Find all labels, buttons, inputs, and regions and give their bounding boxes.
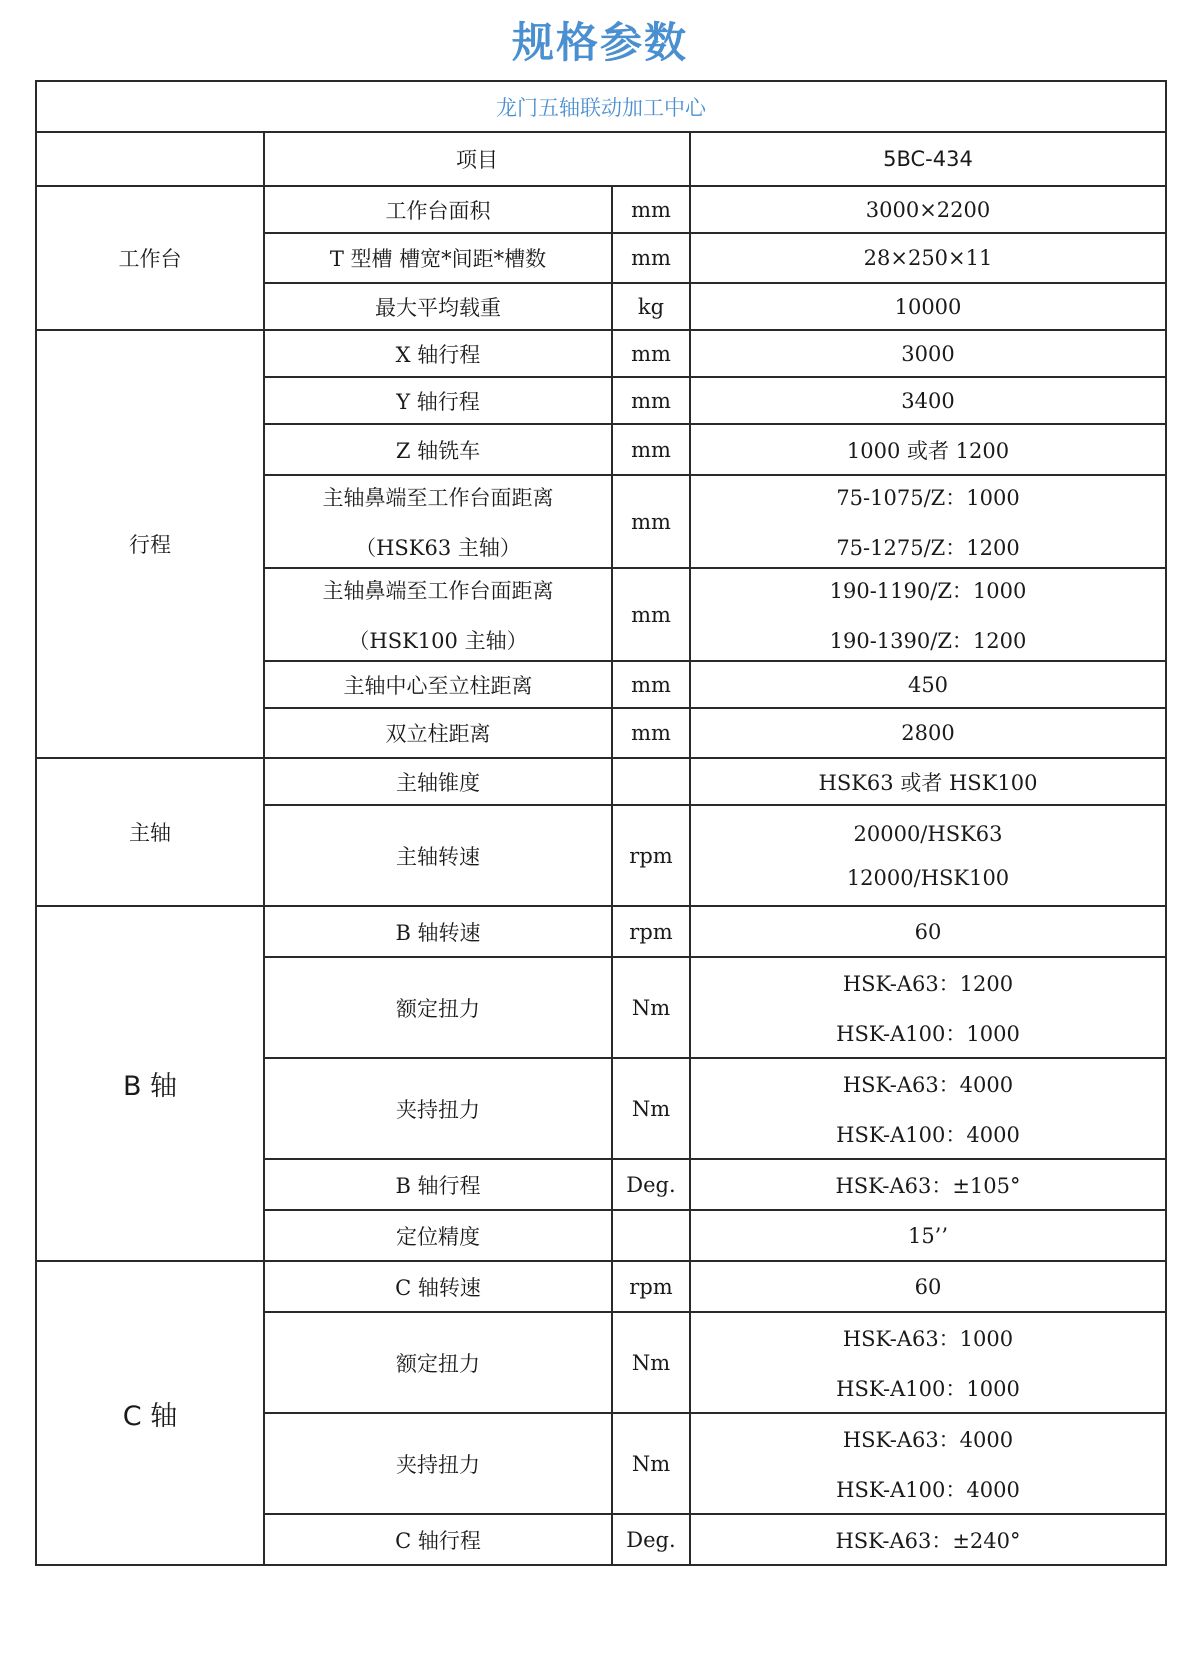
- cell-line: 夹持扭力: [396, 1097, 480, 1122]
- cell-line: 3000: [901, 341, 955, 366]
- unit-cell: mm: [612, 424, 690, 475]
- value-cell: [690, 1514, 1166, 1565]
- header-item: 项目: [264, 132, 690, 186]
- table-row: [36, 1261, 1166, 1312]
- item-cell: [264, 330, 612, 377]
- cell-line: 主轴鼻端至工作台面距离: [322, 578, 554, 603]
- caption-row: [36, 81, 1166, 132]
- table-caption: 龙门五轴联动加工中心: [36, 81, 1166, 132]
- item-cell: [264, 475, 612, 568]
- cell-line: B 轴转速: [395, 920, 481, 945]
- value-cell: [690, 186, 1166, 233]
- item-cell: [264, 283, 612, 330]
- cell-line: HSK-A63：±240°: [835, 1528, 1021, 1553]
- item-cell: [264, 1514, 612, 1565]
- group-label: B 轴: [36, 906, 264, 1261]
- cell-line: T 型槽 槽宽*间距*槽数: [329, 247, 547, 271]
- cell-line: HSK-A100：1000: [836, 1376, 1020, 1401]
- item-cell: [264, 1261, 612, 1312]
- item-cell: [264, 186, 612, 233]
- cell-line: 3000×2200: [865, 197, 991, 222]
- cell-line: C 轴行程: [395, 1528, 481, 1553]
- cell-line: 60: [914, 919, 942, 944]
- value-cell: [690, 424, 1166, 475]
- value-cell: [690, 1261, 1166, 1312]
- item-cell: [264, 1312, 612, 1413]
- item-cell: [264, 377, 612, 424]
- cell-line: 额定扭力: [396, 1351, 480, 1376]
- unit-cell: mm: [612, 377, 690, 424]
- unit-cell: mm: [612, 475, 690, 568]
- cell-line: 28×250×11: [863, 246, 993, 270]
- item-cell: [264, 233, 612, 283]
- cell-line: 20000/HSK63: [853, 821, 1003, 846]
- unit-cell: Deg.: [612, 1159, 690, 1210]
- unit-cell: mm: [612, 708, 690, 758]
- value-cell: [690, 233, 1166, 283]
- unit-cell: [612, 758, 690, 805]
- cell-line: 工作台面积: [385, 198, 491, 223]
- table-row: [36, 758, 1166, 805]
- value-cell: [690, 661, 1166, 708]
- cell-line: 3400: [901, 388, 955, 413]
- unit-cell: [612, 1210, 690, 1261]
- unit-cell: Nm: [612, 1413, 690, 1514]
- cell-line: X 轴行程: [395, 342, 481, 367]
- header-row: [36, 132, 1166, 186]
- item-cell: [264, 1058, 612, 1159]
- cell-line: HSK-A63：4000: [842, 1427, 1014, 1452]
- unit-cell: Deg.: [612, 1514, 690, 1565]
- unit-cell: rpm: [612, 1261, 690, 1312]
- cell-line: 2800: [901, 721, 955, 745]
- cell-line: Y 轴行程: [396, 389, 480, 414]
- item-cell: [264, 906, 612, 957]
- value-cell: [690, 906, 1166, 957]
- unit-cell: mm: [612, 330, 690, 377]
- table-row: [36, 330, 1166, 377]
- cell-line: 额定扭力: [396, 996, 480, 1021]
- group-label: 工作台: [36, 186, 264, 330]
- value-cell: [690, 805, 1166, 906]
- value-cell: [690, 568, 1166, 661]
- item-cell: [264, 957, 612, 1058]
- cell-line: 190-1390/Z：1200: [829, 628, 1027, 653]
- item-cell: [264, 1210, 612, 1261]
- item-cell: [264, 661, 612, 708]
- cell-line: 450: [907, 672, 949, 697]
- cell-line: 定位精度: [396, 1224, 480, 1249]
- cell-line: 60: [914, 1274, 942, 1299]
- unit-cell: Nm: [612, 1058, 690, 1159]
- cell-line: HSK-A100：4000: [836, 1122, 1020, 1147]
- item-cell: [264, 568, 612, 661]
- unit-cell: mm: [612, 568, 690, 661]
- cell-line: 主轴转速: [396, 844, 480, 869]
- cell-line: （HSK100 主轴）: [348, 628, 528, 653]
- value-cell: [690, 957, 1166, 1058]
- item-cell: [264, 758, 612, 805]
- unit-cell: rpm: [612, 906, 690, 957]
- cell-line: 最大平均载重: [375, 295, 501, 320]
- item-cell: [264, 1413, 612, 1514]
- cell-line: 1000 或者 1200: [846, 438, 1010, 463]
- value-cell: [690, 475, 1166, 568]
- unit-cell: rpm: [612, 805, 690, 906]
- value-cell: [690, 377, 1166, 424]
- item-cell: [264, 805, 612, 906]
- page-title: 规格参数: [511, 18, 688, 67]
- group-label: 行程: [36, 330, 264, 758]
- value-cell: [690, 330, 1166, 377]
- cell-line: （HSK63 主轴）: [355, 535, 521, 560]
- cell-line: 12000/HSK100: [846, 865, 1010, 890]
- cell-line: HSK-A63：1200: [842, 971, 1014, 996]
- cell-line: HSK-A63：4000: [842, 1072, 1014, 1097]
- table-row: [36, 906, 1166, 957]
- cell-line: HSK-A63：±105°: [835, 1173, 1021, 1198]
- item-cell: [264, 424, 612, 475]
- cell-line: HSK-A100：1000: [836, 1021, 1020, 1046]
- group-label: C 轴: [36, 1261, 264, 1565]
- value-cell: [690, 1312, 1166, 1413]
- unit-cell: mm: [612, 233, 690, 283]
- group-label: 主轴: [36, 758, 264, 906]
- cell-line: HSK63 或者 HSK100: [818, 770, 1038, 795]
- cell-line: 10000: [894, 294, 962, 319]
- cell-line: 主轴鼻端至工作台面距离: [322, 485, 554, 510]
- cell-line: 15’’: [907, 1223, 949, 1248]
- cell-line: 主轴锥度: [396, 770, 480, 795]
- value-cell: [690, 1413, 1166, 1514]
- value-cell: [690, 758, 1166, 805]
- cell-line: 190-1190/Z：1000: [829, 578, 1027, 603]
- cell-line: Z 轴铣车: [395, 438, 481, 463]
- unit-cell: Nm: [612, 1312, 690, 1413]
- cell-line: 夹持扭力: [396, 1452, 480, 1477]
- item-cell: [264, 708, 612, 758]
- cell-line: 75-1275/Z：1200: [836, 535, 1020, 560]
- header-model: 5BC-434: [690, 132, 1166, 186]
- unit-cell: mm: [612, 186, 690, 233]
- cell-line: 双立柱距离: [385, 722, 491, 746]
- value-cell: [690, 708, 1166, 758]
- cell-line: B 轴行程: [395, 1173, 481, 1198]
- cell-line: 主轴中心至立柱距离: [343, 673, 533, 698]
- value-cell: [690, 1210, 1166, 1261]
- value-cell: [690, 283, 1166, 330]
- value-cell: [690, 1159, 1166, 1210]
- unit-cell: Nm: [612, 957, 690, 1058]
- unit-cell: kg: [612, 283, 690, 330]
- cell-line: 75-1075/Z：1000: [836, 485, 1020, 510]
- cell-line: HSK-A100：4000: [836, 1477, 1020, 1502]
- table-row: [36, 186, 1166, 233]
- spec-table: [35, 80, 1167, 1566]
- header-blank-cell: [36, 132, 264, 186]
- item-cell: [264, 1159, 612, 1210]
- unit-cell: mm: [612, 661, 690, 708]
- cell-line: HSK-A63：1000: [842, 1326, 1014, 1351]
- value-cell: [690, 1058, 1166, 1159]
- cell-line: C 轴转速: [395, 1275, 481, 1300]
